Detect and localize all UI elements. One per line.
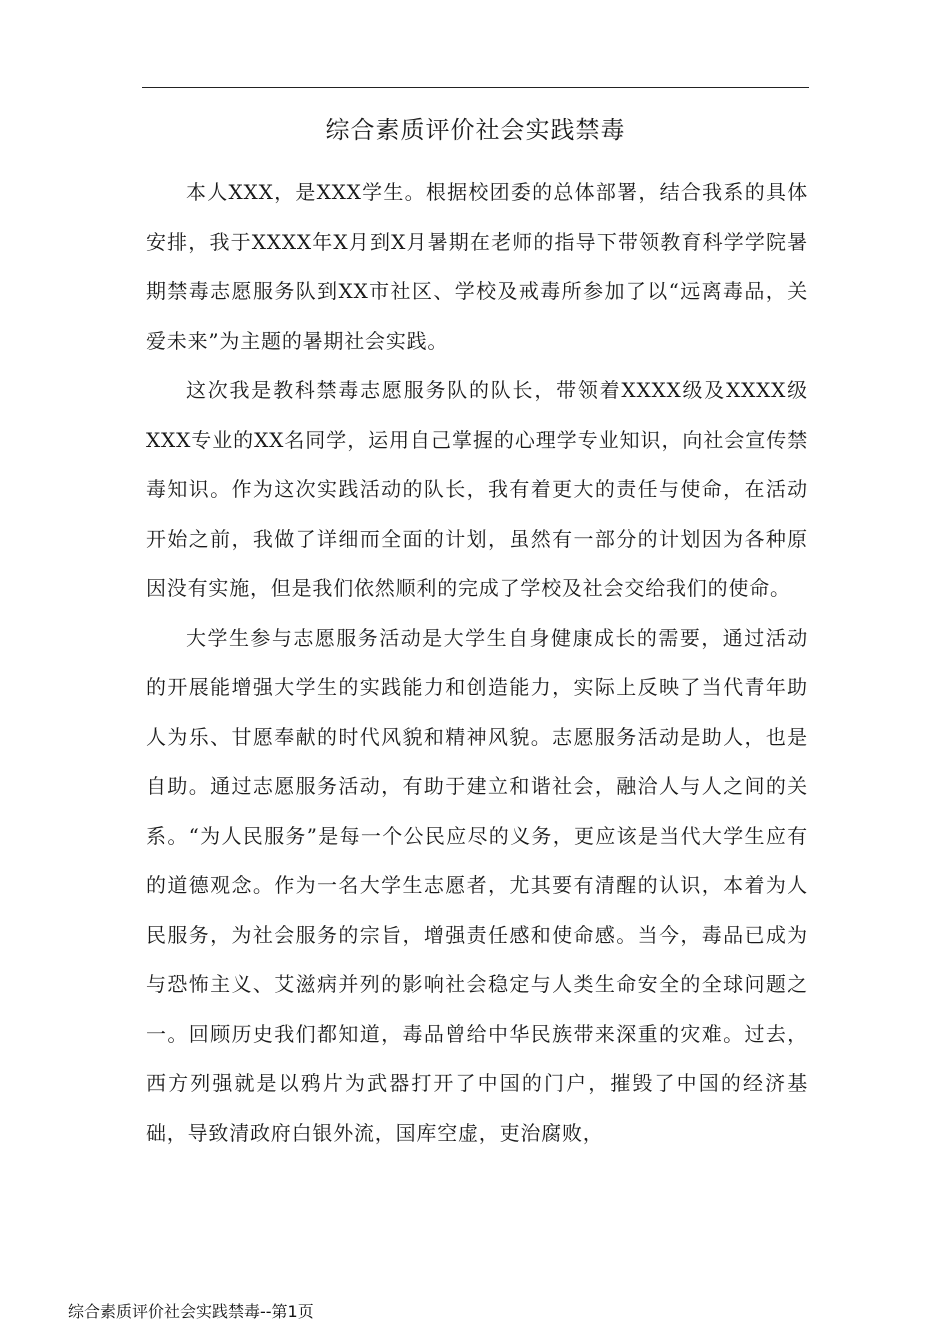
paragraph-1: 本人XXX，是XXX学生。根据校团委的总体部署，结合我系的具体安排，我于XXXX年X月到X月暑期在老师的指导下带领教育科学学院暑期禁毒志愿服务队到XX市社区、学校及戒毒所参加了以“远离毒品，关爱未来”为主题的暑期社会实践。 bbox=[146, 180, 808, 353]
page-footer: 综合素质评价社会实践禁毒--第1页 bbox=[68, 1302, 314, 1321]
document-body bbox=[146, 168, 808, 1158]
header-rule bbox=[142, 87, 809, 88]
document-title: 综合素质评价社会实践禁毒 bbox=[325, 116, 626, 144]
paragraph-3: 大学生参与志愿服务活动是大学生自身健康成长的需要，通过活动的开展能增强大学生的实践能力和创造能力，实际上反映了当代青年助人为乐、甘愿奉献的时代风貌和精神风貌。志愿服务活动是助人，也是自助。通过志愿服务活动，有助于建立和谐社会，融洽人与人之间的关系。“为人民服务”是每一个公民应尽的义务，更应该是当代大学生应有的道德观念。作为一名大学生志愿者，尤其要有清醒的认识，本着为人民服务，为社会服务的宗旨，增强责任感和使命感。当今，毒品已成为与恐怖主义、艾滋病并列的影响社会稳定与人类生命安全的全球问题之一。回顾历史我们都知道，毒品曾给中华民族带来深重的灾难。过去，西方列强就是以鸦片为武器打开了中国的门户，摧毁了中国的经济基础，导致清政府白银外流，国库空虚，吏治腐败， bbox=[146, 625, 808, 1145]
paragraph-2: 这次我是教科禁毒志愿服务队的队长，带领着XXXX级及XXXX级XXX专业的XX名同学，运用自己掌握的心理学专业知识，向社会宣传禁毒知识。作为这次实践活动的队长，我有着更大的责任与使命，在活动开始之前，我做了详细而全面的计划，虽然有一部分的计划因为各种原因没有实施，但是我们依然顺利的完成了学校及社会交给我们的使命。 bbox=[146, 378, 808, 600]
